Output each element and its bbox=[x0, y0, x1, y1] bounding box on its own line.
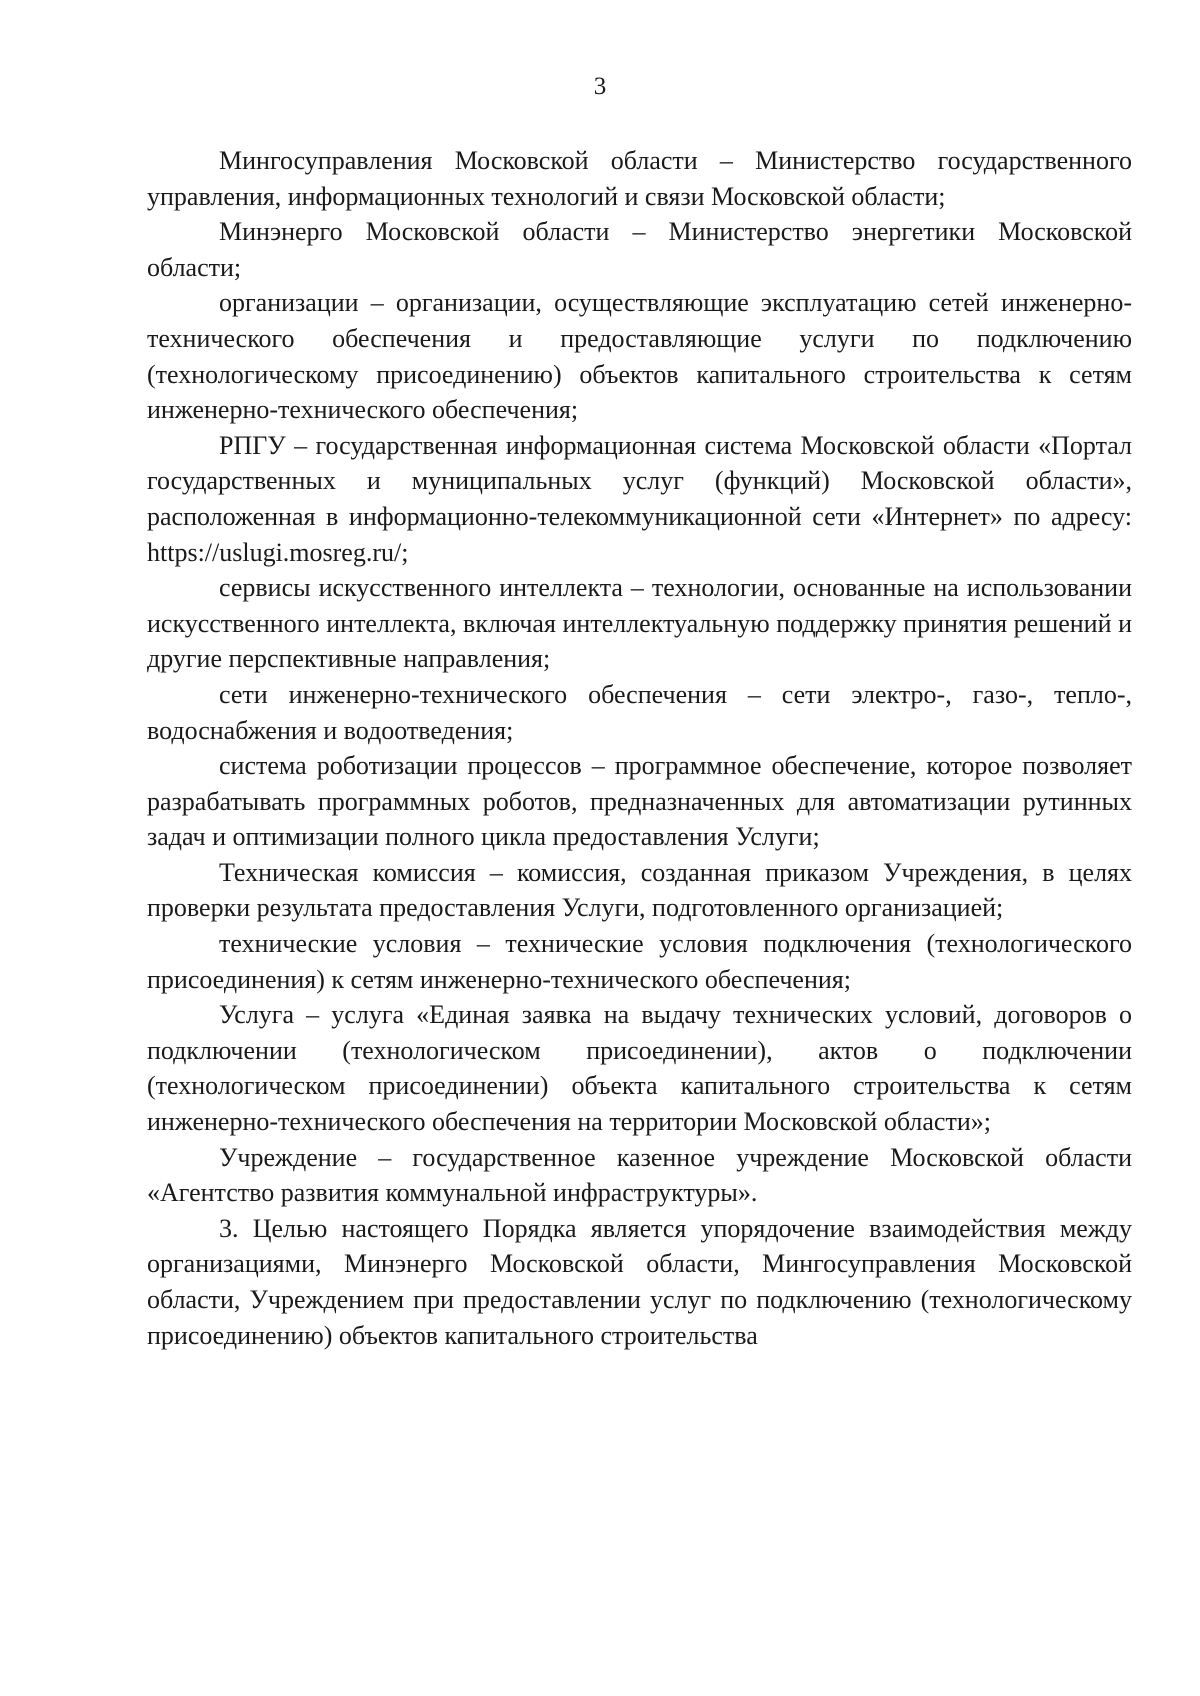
definition-organizations: организации – организации, осуществляющие эксплуатацию сетей инженерно-технического обеспечения и предоставляющие услуги по подключению (технологическому присоединению) объектов капитального строительства к сетям инженерно-технического обеспечения; bbox=[147, 288, 1132, 425]
definition-robotization-system: система роботизации процессов – программное обеспечение, которое позволяет разрабатывать программных роботов, предназначенных для автоматизации рутинных задач и оптимизации полного цикла предоставления Услуги; bbox=[147, 751, 1132, 852]
definition-minenergo: Минэнерго Московской области – Министерство энергетики Московской области; bbox=[147, 217, 1132, 282]
definition-rpgu: РПГУ – государственная информационная система Московской области «Портал государственных и муниципальных услуг (функций) Московской области», расположенная в информационно-телекоммуникационной сети «Интернет» по адресу: https://uslugi.mosreg.ru/; bbox=[147, 430, 1132, 567]
page-number: 3 bbox=[593, 73, 607, 100]
definition-engineering-networks: сети инженерно-технического обеспечения – сети электро-, газо-, тепло-, водоснабжения и водоотведения; bbox=[147, 679, 1132, 745]
section-3-purpose: 3. Целью настоящего Порядка является упорядочение взаимодействия между организациями, Минэнерго Московской области, Мингосуправления Московской области, Учреждением при предоставлении услуг по подключению (технологическому присоединению) объектов капитального строительства bbox=[147, 1213, 1132, 1350]
definition-mingosupravleniya: Мингосуправления Московской области – Министерство государственного управления, информационных технологий и связи Московской области; bbox=[147, 146, 1132, 211]
document-body bbox=[147, 143, 1132, 1353]
definition-technical-conditions: технические условия – технические условия подключения (технологического присоединения) к сетям инженерно-технического обеспечения; bbox=[147, 929, 1132, 994]
definition-institution: Учреждение – государственное казенное учреждение Московской области «Агентство развития коммунальной инфраструктуры». bbox=[147, 1142, 1132, 1208]
definition-ai-services: сервисы искусственного интеллекта – технологии, основанные на использовании искусственного интеллекта, включая интеллектуальную поддержку принятия решений и другие перспективные направления; bbox=[147, 573, 1132, 674]
definition-technical-commission: Техническая комиссия – комиссия, созданная приказом Учреждения, в целях проверки результата предоставления Услуги, подготовленного организацией; bbox=[147, 857, 1132, 923]
definition-service: Услуга – услуга «Единая заявка на выдачу технических условий, договоров о подключении (технологическом присоединении), актов о подключении (технологическом присоединении) объекта капитального строительства к сетям инженерно-технического обеспечения на территории Московской области»; bbox=[147, 1000, 1132, 1137]
